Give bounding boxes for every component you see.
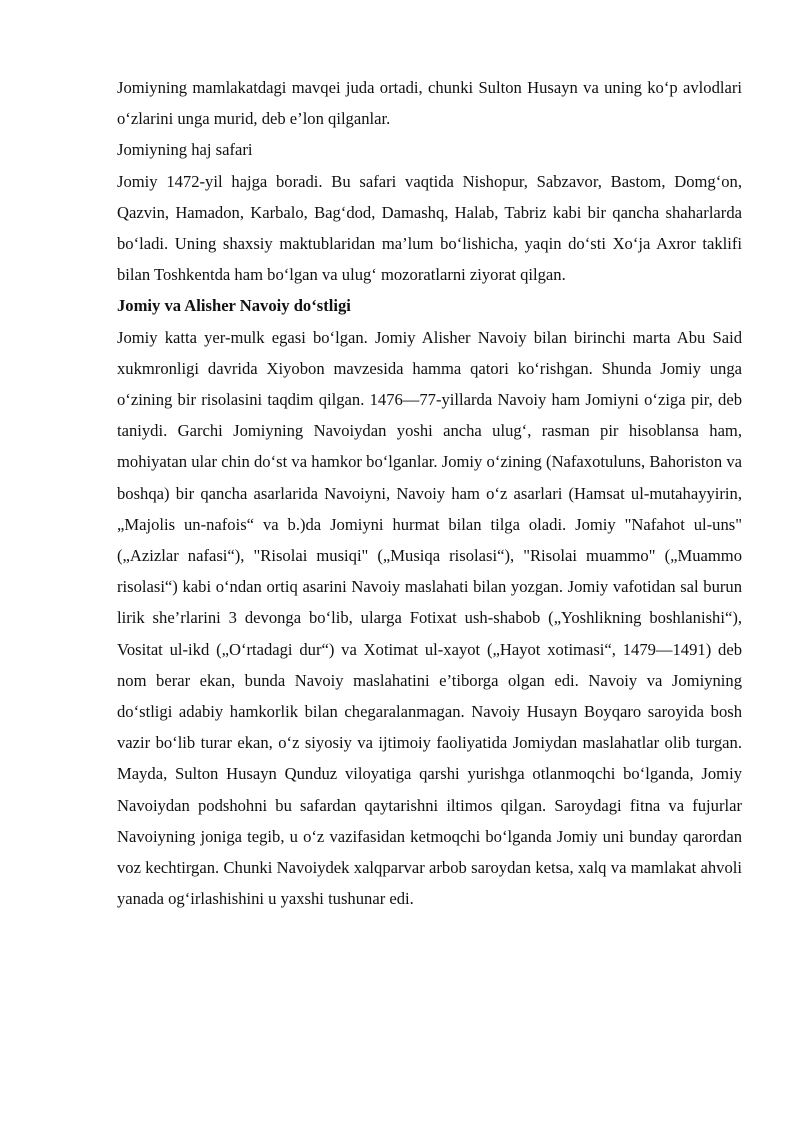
friendship-paragraph: Jomiy katta yer-mulk egasi bo‘lgan. Jomiy Alisher Navoiy bilan birinchi marta Abu Said xukmronligi davrida Xiyobon mavzesida hamma qatori ko‘rishgan. Shunda Jomiy unga o‘zining bir risolasini taqdim qilgan. 1476—77-yillarda Navoiy ham Jomiyni o‘ziga pir, deb taniydi. Garchi Jomiyning Navoiydan yoshi ancha ulug‘, rasman pir hisoblansa ham, mohiyatan ular chin do‘st va hamkor bo‘lganlar. Jomiy o‘zining (Nafaxotuluns, Bahoriston va boshqa) bir qancha asarlarida Navoiyni, Navoiy ham o‘z asarlari (Hamsat ul-mutahayyirin, „Majolis un-nafois“ va b.)da Jomiyni hurmat bilan tilga oladi. Jomiy "Nafahot ul-uns" („Azizlar nafasi“), "Risolai musiqi" („Musiqa risolasi“), "Risolai muammo" („Muammo risolasi“) kabi o‘ndan ortiq asarini Navoiy maslahati bilan yozgan. Jomiy vafotidan sal burun lirik she’rlarini 3 devonga bo‘lib, ularga Fotixat ush-shabob („Yoshlikning boshlanishi“), Vositat ul-ikd („O‘rtadagi dur“) va Xotimat ul-xayot („Hayot xotimasi“, 1479—1491) deb nom berar ekan, bunda Navoiy maslahatini e’tiborga olgan edi. Navoiy va Jomiyning do‘stligi adabiy hamkorlik bilan chegaralanmagan. Navoiy Husayn Boyqaro saroyida bosh vazir bo‘lib turar ekan, o‘z siyosiy va ijtimoiy faoliyatida Jomiydan maslahatlar olib turgan. Mayda, Sulton Husayn Qunduz viloyatiga qarshi yurishga otlanmoqchi bo‘lganda, Jomiy Navoiydan podshohni bu safardan qaytarishni iltimos qilgan. Saroydagi fitna va fujurlar Navoiyning joniga tegib, u o‘z vazifasidan ketmoqchi bo‘lganda Jomiy uni bunday qarordan voz kechtirgan. Chunki Navoiydek xalqparvar arbob saroydan ketsa, xalq va mamlakat ahvoli yanada og‘irlashishini u yaxshi tushunar edi. [117,327,742,909]
intro-paragraph: Jomiyning mamlakatdagi mavqei juda ortadi, chunki Sulton Husayn va uning ko‘p avlodlari o‘zlarini unga murid, deb e’lon qilganlar. [117,78,742,129]
document-body [117,72,742,914]
section-heading-friendship: Jomiy va Alisher Navoiy do‘stligi [117,296,351,316]
section-heading-haj: Jomiyning haj safari [117,140,253,160]
haj-paragraph: Jomiy 1472-yil hajga boradi. Bu safari vaqtida Nishopur, Sabzavor, Bastom, Domg‘on, Qazvin, Hamadon, Karbalo, Bag‘dod, Damashq, Halab, Tabriz kabi bir qancha shaharlarda bo‘ladi. Uning shaxsiy maktublaridan ma’lum bo‘lishicha, yaqin do‘sti Xo‘ja Axror taklifi bilan Toshkentda ham bo‘lgan va ulug‘ mozoratlarni ziyorat qilgan. [117,171,742,285]
